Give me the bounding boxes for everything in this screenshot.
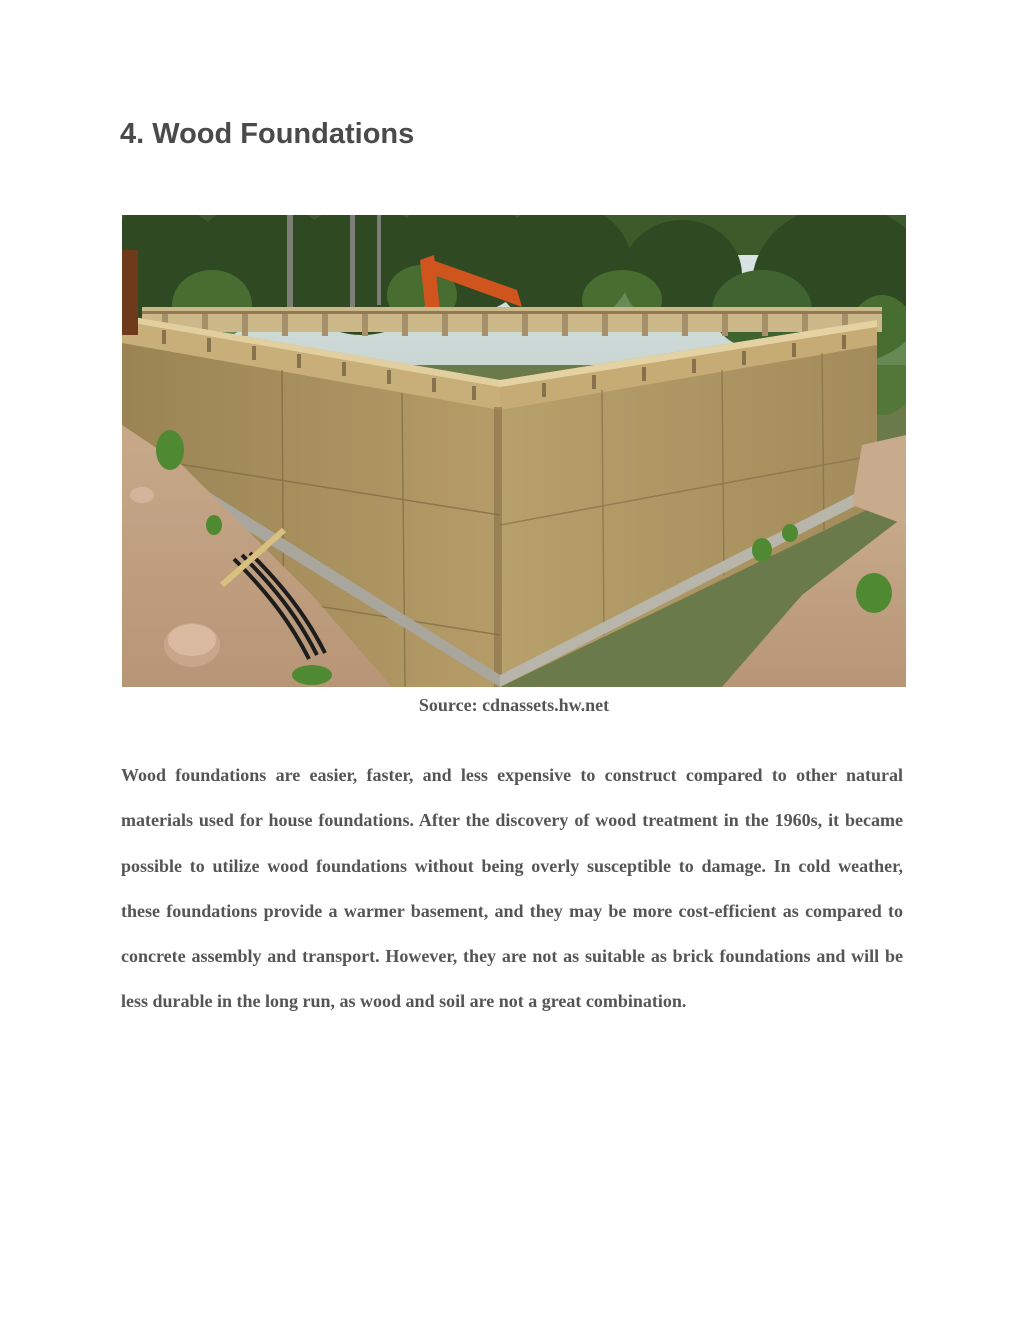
section-heading: 4. Wood Foundations bbox=[120, 118, 415, 150]
figure-caption: Source: cdnassets.hw.net bbox=[418, 695, 610, 715]
photo-illustration bbox=[122, 215, 906, 687]
body-paragraph: Wood foundations are easier, faster, and less expensive to construct compared to other natural materials used for house foundations. After the discovery of wood treatment in the 1960s, it became possible to utilize wood foundations without being overly susceptible to damage. In cold weather, these foundations provide a warmer basement, and they may be more cost-efficient as compared to concrete assembly and transport. However, they are not as suitable as brick foundations and will be less durable in the long run, as wood and soil are not a great combination. bbox=[121, 765, 903, 1012]
wood-foundation-photo bbox=[122, 215, 906, 687]
